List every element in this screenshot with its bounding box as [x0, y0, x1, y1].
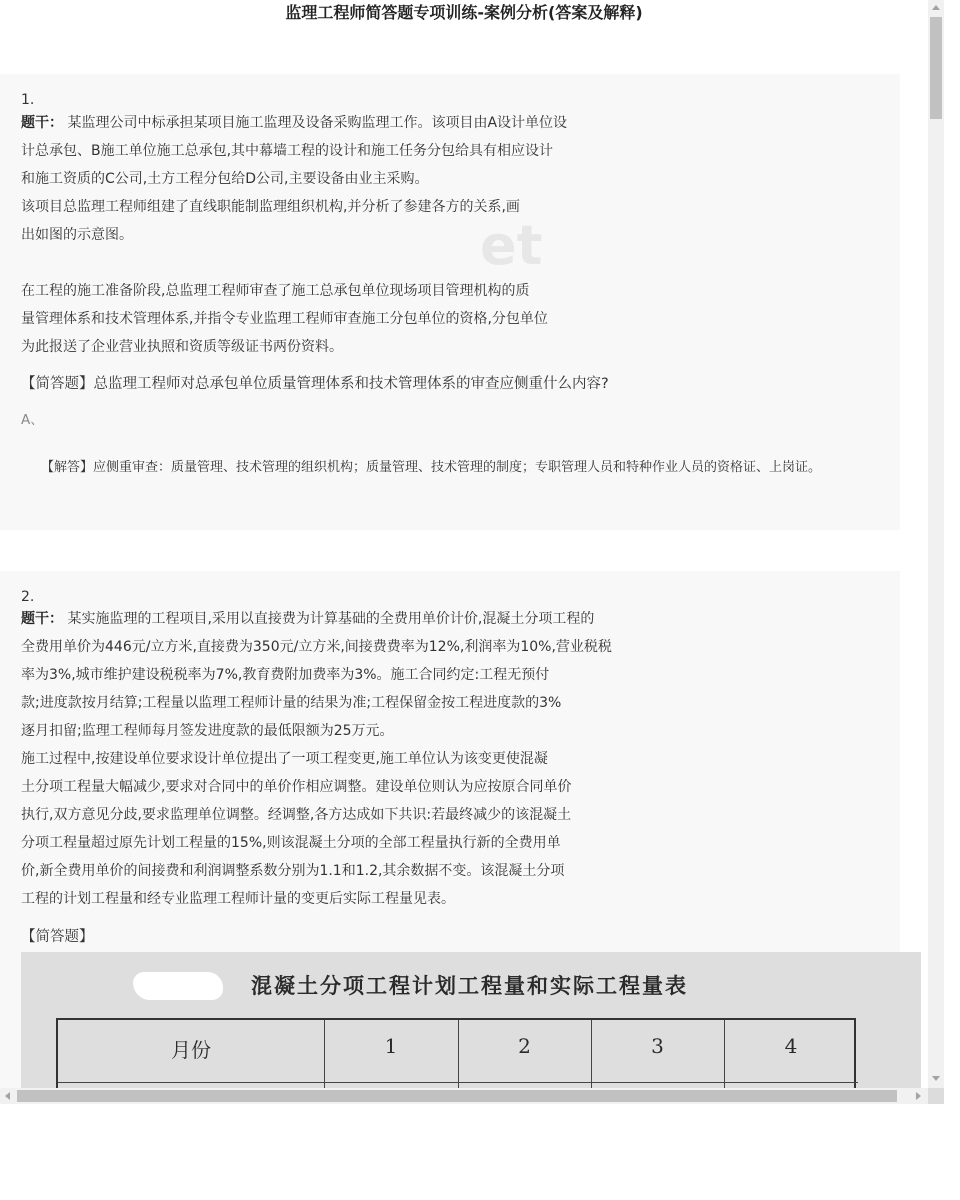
stem-line: 土分项工程量大幅减少,要求对合同中的单价作相应调整。建设单位则认为应按原合同单价: [21, 779, 572, 795]
stem-line: 该项目总监理工程师组建了直线职能制监理组织机构,并分析了参建各方的关系,画: [21, 199, 520, 215]
scroll-down-arrow-icon[interactable]: [932, 1076, 940, 1081]
figure-title: 混凝土分项工程计划工程量和实际工程量表: [251, 973, 688, 998]
stem-line: 执行,双方意见分歧,要求监理单位调整。经调整,各方达成如下共识:若最终减少的该混凝土: [21, 807, 572, 823]
table-header-month-1: 1: [384, 1034, 398, 1058]
scroll-up-arrow-icon[interactable]: [932, 5, 940, 10]
stem-line: 出如图的示意图。: [21, 227, 133, 243]
stem-line: 为此报送了企业营业执照和资质等级证书两份资料。: [21, 339, 343, 355]
table-divider: [58, 1082, 858, 1083]
stem-line: 工程的计划工程量和经专业监理工程师计量的变更后实际工程量见表。: [21, 891, 455, 907]
watermark: et: [480, 214, 543, 277]
scroll-right-arrow-icon[interactable]: [916, 1092, 921, 1100]
stem-line: 量管理体系和技术管理体系,并指令专业监理工程师审查施工分包单位的资格,分包单位: [21, 311, 548, 327]
table-header-month-4: 4: [784, 1034, 798, 1058]
page-title: 监理工程师简答题专项训练-案例分析(答案及解释): [285, 3, 643, 22]
stem-line: 和施工资质的C公司,土方工程分包给D公司,主要设备由业主采购。: [21, 171, 429, 187]
table-header-month: 月份: [171, 1038, 211, 1062]
table-header-month-2: 2: [518, 1034, 531, 1058]
table-header-month-3: 3: [651, 1034, 664, 1058]
stem-line: 全费用单价为446元/立方米,直接费为350元/立方米,间接费费率为12%,利润率为10%,营业税税: [21, 639, 612, 655]
stem-label: 题干：: [21, 611, 63, 627]
quantity-table: [56, 1018, 856, 1088]
subquestion: 【简答题】总监理工程师对总承包单位质量管理体系和技术管理体系的审查应侧重什么内容?: [21, 376, 609, 392]
answer-explanation: 【解答】应侧重审查：质量管理、技术管理的组织机构；质量管理、技术管理的制度；专职管理人员和特种作业人员的资格证、上岗证。: [41, 460, 822, 475]
stem-line: 价,新全费用单价的间接费和利润调整系数分别为1.1和1.2,其余数据不变。该混凝土分项: [21, 863, 565, 879]
question-card-1: [0, 74, 900, 530]
question-stem: [21, 109, 721, 361]
stem-line: 款;进度款按月结算;工程量以监理工程师计量的结果为准;工程保留金按工程进度款的3%: [21, 695, 562, 711]
question-card-2: [0, 571, 900, 1088]
scan-smudge: [133, 972, 223, 1000]
table-figure-image: [21, 952, 921, 1088]
stem-line: 逐月扣留;监理工程师每月签发进度款的最低限额为25万元。: [21, 723, 394, 739]
stem-line: 题干： 某监理公司中标承担某项目施工监理及设备采购监理工作。该项目由A设计单位设: [21, 115, 568, 131]
horizontal-scrollbar[interactable]: [0, 1088, 928, 1104]
stem-line: [21, 249, 721, 277]
vertical-scroll-thumb[interactable]: [930, 17, 942, 119]
stem-line: 分项工程量超过原先计划工程量的15%,则该混凝土分项的全部工程量执行新的全费用单: [21, 835, 561, 851]
question-number: 2.: [21, 589, 35, 605]
stem-line: 在工程的施工准备阶段,总监理工程师审查了施工总承包单位现场项目管理机构的质: [21, 283, 530, 299]
stem-line: 题干： 某实施监理的工程项目,采用以直接费为计算基础的全费用单价计价,混凝土分项工程的: [21, 611, 595, 627]
horizontal-scroll-thumb[interactable]: [17, 1090, 897, 1102]
vertical-scrollbar[interactable]: [928, 0, 944, 1088]
stem-line: 施工过程中,按建设单位要求设计单位提出了一项工程变更,施工单位认为该变更使混凝: [21, 751, 548, 767]
subquestion: 【简答题】: [21, 929, 94, 945]
stem-line: 率为3%,城市维护建设税税率为7%,教育费附加费率为3%。施工合同约定:工程无预付: [21, 667, 550, 683]
scroll-left-arrow-icon[interactable]: [5, 1092, 10, 1100]
question-number: 1.: [21, 92, 35, 108]
answer-option-a[interactable]: A、: [21, 412, 44, 428]
question-stem: [21, 605, 721, 913]
scrollbar-corner: [928, 1088, 944, 1104]
stem-label: 题干：: [21, 115, 63, 131]
stem-line: 计总承包、B施工单位施工总承包,其中幕墙工程的设计和施工任务分包给具有相应设计: [21, 143, 554, 159]
